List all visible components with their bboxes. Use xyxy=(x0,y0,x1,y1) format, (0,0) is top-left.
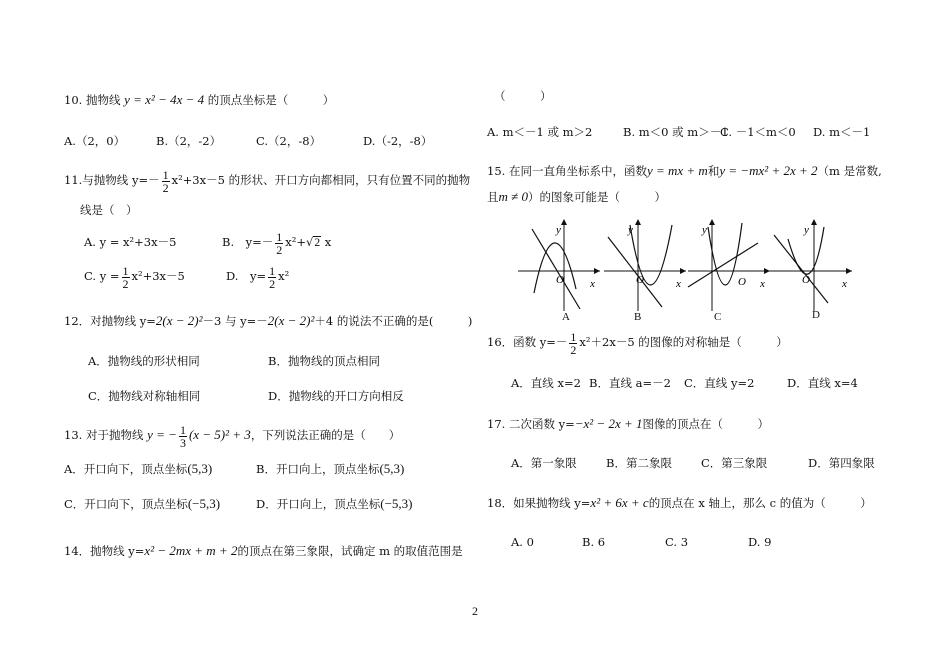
q15-line2-post: ）的图象可能是（ ） xyxy=(528,190,667,204)
q17-suffix: 图像的顶点在（ ） xyxy=(642,417,769,431)
q11-c-frac-num: 1 xyxy=(122,263,129,278)
q16-option-b: B．直线 a=－2 xyxy=(589,376,671,390)
q13-d-text: D．开口向上，顶点坐标 xyxy=(256,497,381,511)
q15-expr2: y = −mx² + 2x + 2 xyxy=(719,163,818,178)
graph-b xyxy=(600,215,690,315)
q11-b-frac-num: 1 xyxy=(276,229,283,244)
q11-d-prefix: D. y= xyxy=(226,269,267,283)
graph-a xyxy=(514,215,604,315)
q11-c-frac-den: 2 xyxy=(122,276,129,291)
q11-c-fraction xyxy=(122,265,130,290)
q15-line2 xyxy=(487,190,666,204)
q17-option-c: C．第三象限 xyxy=(701,456,768,470)
q12-option-c: C．抛物线对称轴相同 xyxy=(88,389,201,403)
q15-and: 和 xyxy=(707,164,720,178)
q12-suffix: ＋4 的说法不正确的是( ) xyxy=(314,314,473,328)
question-13 xyxy=(64,421,400,449)
q13-expr-post: (x − 5)² + 3 xyxy=(188,427,251,442)
graph-c-origin: O xyxy=(738,276,746,288)
q11-prefix: 11.与抛物线 y=－ xyxy=(64,173,160,187)
q11-c-post: x²+3x－5 xyxy=(131,269,185,283)
q11-frac-num: 1 xyxy=(162,167,169,182)
q16-frac-num: 1 xyxy=(570,329,577,344)
q11-option-b: B. y=－ $\frac{1}{2}$ x²+√2 x xyxy=(222,229,332,257)
q14-option-c: C. －1＜m＜0 xyxy=(720,125,796,139)
q13-option-a xyxy=(64,462,212,476)
graph-c-y-label: y xyxy=(702,224,707,236)
q11-b-end: x xyxy=(324,235,332,249)
graph-d-label: D xyxy=(812,309,820,321)
q16-option-c: C．直线 y=2 xyxy=(684,376,755,390)
q10-option-a: A.（2，0） xyxy=(64,134,126,148)
q11-option-c xyxy=(84,262,185,290)
q14-suffix: 的顶点在第三象限，试确定 m 的取值范围是 xyxy=(237,544,463,558)
q11-option-d xyxy=(226,262,289,290)
q12-expr2: 2(x − 2)² xyxy=(267,313,315,328)
graph-a-y-label: y xyxy=(556,224,561,236)
q16-fraction xyxy=(569,331,577,356)
q15-line1-prefix: 15. 在同一直角坐标系中，函数 xyxy=(487,164,647,178)
q13-fraction xyxy=(179,424,187,449)
q10-prefix: 10. 抛物线 xyxy=(64,93,121,107)
q13-a-value: (5,3) xyxy=(187,461,213,476)
q13-option-d xyxy=(256,497,412,511)
q11-suffix: x²+3x－5 的形状、开口方向都相同，只有位置不同的抛物 xyxy=(171,173,471,187)
question-14 xyxy=(64,544,463,558)
q15-expr1: y = mx + m xyxy=(646,163,708,178)
graph-b-y-label: y xyxy=(628,224,633,236)
q11-fraction xyxy=(162,169,170,194)
q11-b-prefix: B. y=－ xyxy=(222,235,274,249)
q14-option-a: A. m＜－1 或 m＞2 xyxy=(487,125,593,139)
q13-prefix: 13. 对于抛物线 xyxy=(64,428,144,442)
q13-b-text: B．开口向上，顶点坐标 xyxy=(256,462,380,476)
q11-d-frac-num: 1 xyxy=(269,263,276,278)
q12-option-d: D．抛物线的开口方向相反 xyxy=(268,389,404,403)
q13-suffix: ，下列说法正确的是（ ） xyxy=(250,428,401,442)
q13-option-c xyxy=(64,497,220,511)
q13-a-text: A．开口向下，顶点坐标 xyxy=(64,462,188,476)
q16-suffix: x²＋2x－5 的图像的对称轴是（ ） xyxy=(579,335,788,349)
q11-b-sqrt: 2 xyxy=(314,237,321,249)
graph-c xyxy=(684,215,774,315)
q11-b-fraction xyxy=(275,231,283,256)
q17-expression: −x² − 2x + 1 xyxy=(574,416,643,431)
q13-c-value: (−5,3) xyxy=(187,496,221,511)
question-16 xyxy=(487,328,788,356)
q12-expr1: 2(x − 2)² xyxy=(155,313,203,328)
q17-prefix: 17. 二次函数 y= xyxy=(487,417,575,431)
q11-option-a: A. y = x²+3x－5 xyxy=(84,235,177,249)
q11-d-post: x² xyxy=(278,269,290,283)
graph-d-origin: O xyxy=(802,274,810,286)
graph-d-x-label: x xyxy=(842,278,847,290)
q13-d-value: (−5,3) xyxy=(380,496,413,511)
question-12 xyxy=(64,314,472,328)
q17-option-b: B．第二象限 xyxy=(606,456,672,470)
q12-option-b: B．抛物线的顶点相同 xyxy=(268,354,380,368)
graph-c-x-label: x xyxy=(760,278,765,290)
q14-expression: x² − 2mx + m + 2 xyxy=(144,543,238,558)
q16-prefix: 16．函数 y=－ xyxy=(487,335,568,349)
q18-option-b: B. 6 xyxy=(582,535,606,549)
graph-b-origin: O xyxy=(636,274,644,286)
q18-prefix: 18．如果抛物线 y= xyxy=(487,496,591,510)
q11-b-post: x²+ xyxy=(285,235,306,249)
q16-option-a: A．直线 x=2 xyxy=(511,376,581,390)
q13-b-value: (5,3) xyxy=(379,461,405,476)
question-17 xyxy=(487,417,769,431)
graph-b-label: B xyxy=(634,311,642,323)
page-number: 2 xyxy=(472,604,478,618)
graph-c-label: C xyxy=(714,311,722,323)
q10-option-d: D.（-2，-8） xyxy=(363,134,433,148)
q11-d-frac-den: 2 xyxy=(269,276,276,291)
q10-option-b: B.（2，-2） xyxy=(156,134,222,148)
q16-frac-den: 2 xyxy=(570,342,577,357)
question-11 xyxy=(64,166,470,194)
q18-expression: x² + 6x + c xyxy=(590,495,649,510)
q12-mid: －3 与 y=－ xyxy=(202,314,268,328)
graph-a-label: A xyxy=(562,311,570,323)
q13-frac-num: 1 xyxy=(179,422,186,437)
graph-a-x-label: x xyxy=(590,278,595,290)
graph-b-x-label: x xyxy=(676,278,681,290)
q15-line2-prefix: 且 xyxy=(487,190,499,204)
q13-c-text: C．开口向下，顶点坐标 xyxy=(64,497,188,511)
q14-prefix: 14．抛物线 y= xyxy=(64,544,145,558)
q13-option-b xyxy=(256,462,404,476)
q10-suffix: 的顶点坐标是（ ） xyxy=(207,93,335,107)
q11-frac-den: 2 xyxy=(162,180,169,195)
q18-option-d: D. 9 xyxy=(748,535,772,549)
q16-option-d: D．直线 x=4 xyxy=(787,376,858,390)
q18-option-a: A. 0 xyxy=(511,535,534,549)
q11-line2: 线是（ ） xyxy=(80,203,138,217)
q17-option-a: A．第一象限 xyxy=(511,456,577,470)
q11-b-frac-den: 2 xyxy=(276,242,283,257)
q12-option-a: A．抛物线的形状相同 xyxy=(88,354,200,368)
q14-option-b: B. m＜0 或 m＞－1 xyxy=(623,125,729,139)
question-15 xyxy=(487,164,882,178)
q12-prefix: 12．对抛物线 y= xyxy=(64,314,156,328)
q18-suffix: 的顶点在 x 轴上，那么 c 的值为（ ） xyxy=(648,496,872,510)
graph-d xyxy=(766,215,856,315)
question-10 xyxy=(64,93,334,107)
q18-option-c: C. 3 xyxy=(665,535,689,549)
q11-d-fraction xyxy=(268,265,276,290)
q13-expr-pre: y = − xyxy=(147,427,177,442)
q14-option-d: D. m＜－1 xyxy=(813,125,871,139)
q17-option-d: D．第四象限 xyxy=(808,456,875,470)
q13-frac-den: 3 xyxy=(179,435,186,450)
q15-line1-post: （m 是常数, xyxy=(817,164,882,178)
q15-condition: m ≠ 0 xyxy=(498,189,529,204)
question-18 xyxy=(487,496,872,510)
graph-a-origin: O xyxy=(556,274,564,286)
q10-option-c: C.（2，-8） xyxy=(256,134,322,148)
q11-c-prefix: C. y = xyxy=(84,269,120,283)
q10-expression: y = x² − 4x − 4 xyxy=(124,92,205,107)
q14-answer-blank: （ ） xyxy=(494,89,552,103)
graph-d-y-label: y xyxy=(804,224,809,236)
